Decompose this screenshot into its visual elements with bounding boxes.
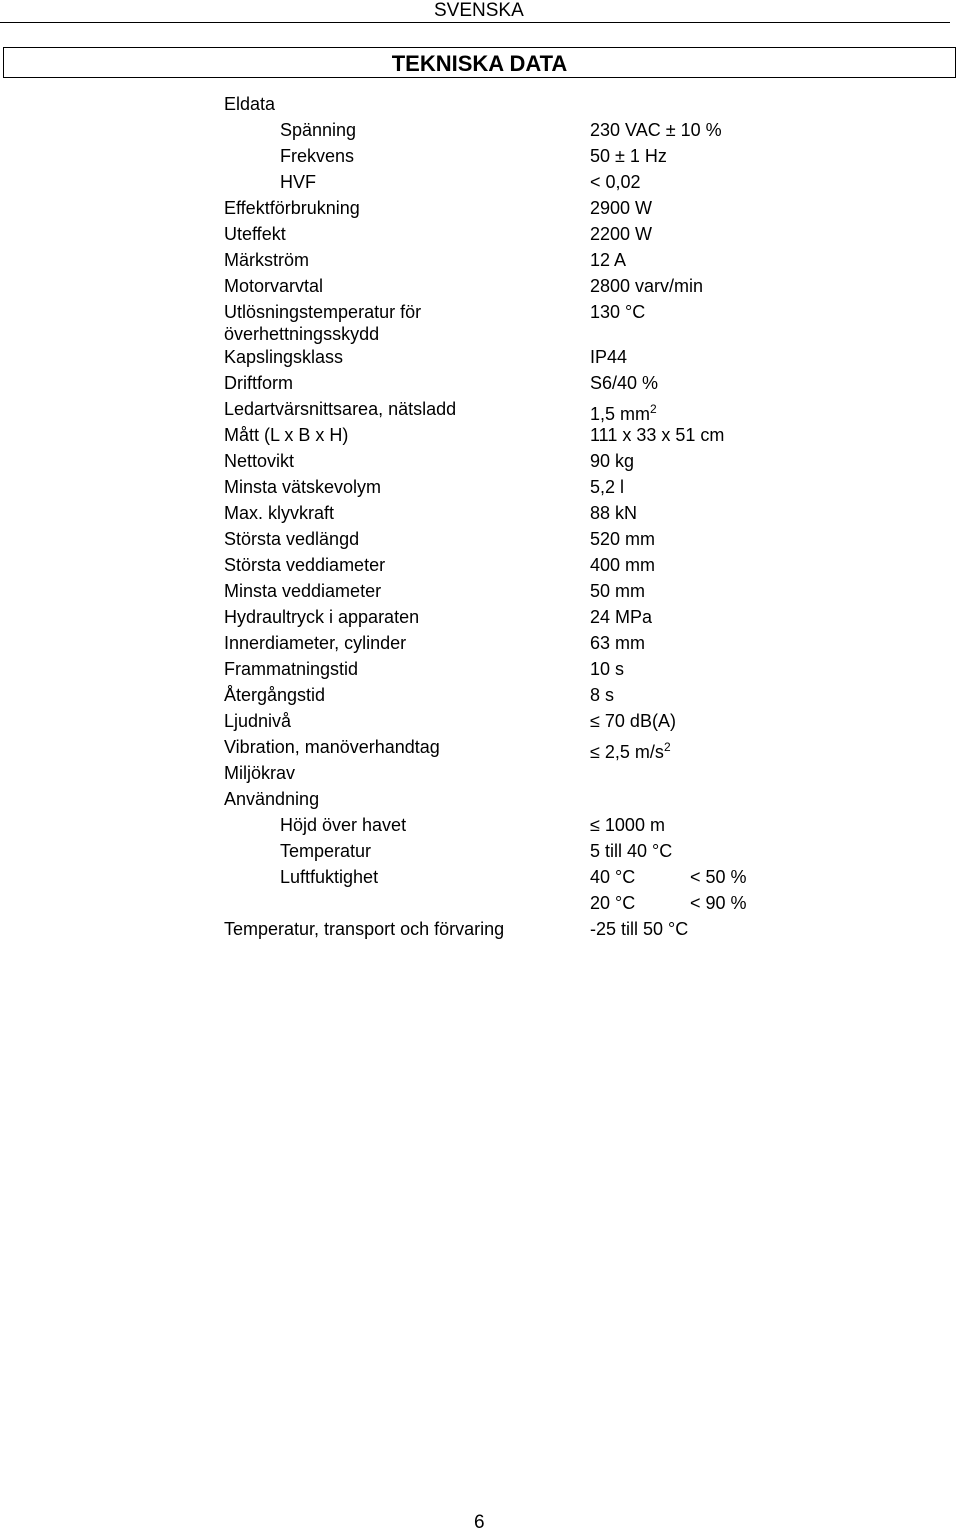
spec-row-luftfuktighet <box>0 867 960 893</box>
spec-label: Utlösningstemperatur för <box>224 302 422 322</box>
spec-row-ledare <box>0 399 960 425</box>
spec-label: Ljudnivå <box>224 711 292 731</box>
spec-label: Minsta vätskevolym <box>224 477 382 497</box>
spec-row-spanning <box>0 120 960 146</box>
spec-value: 88 kN <box>590 503 638 523</box>
spec-label: Frammatningstid <box>224 659 359 679</box>
spec-row-atergangstid <box>0 685 960 711</box>
spec-row-vedlangd <box>0 529 960 555</box>
spec-label-continued: överhettningsskydd <box>224 324 380 344</box>
page-number: 6 <box>474 1512 485 1533</box>
spec-row-ljudniva <box>0 711 960 737</box>
spec-label: Nettovikt <box>224 451 295 471</box>
spec-value: 2900 W <box>590 198 653 218</box>
spec-label: Kapslingsklass <box>224 347 344 367</box>
spec-label: Största vedlängd <box>224 529 360 549</box>
spec-value: 400 mm <box>590 555 656 575</box>
spec-label: Återgångstid <box>224 685 326 705</box>
spec-label: Uteffekt <box>224 224 286 244</box>
spec-value: IP44 <box>590 347 628 367</box>
spec-value: 40 °C <box>590 867 636 887</box>
spec-label: Mått (L x B x H) <box>224 425 349 445</box>
spec-label: Motorvarvtal <box>224 276 324 296</box>
page-title: TEKNISKA DATA <box>391 51 568 76</box>
spec-row-motorvarvtal <box>0 276 960 302</box>
spec-row-storsta-diameter <box>0 555 960 581</box>
spec-value: 63 mm <box>590 633 646 653</box>
spec-row-frekvens <box>0 146 960 172</box>
spec-label: Spänning <box>280 120 357 140</box>
spec-value: 5,2 l <box>590 477 625 497</box>
less-or-equal-icon: ≤ <box>590 711 600 731</box>
spec-label: Temperatur, transport och förvaring <box>224 919 505 939</box>
spec-row-minsta-diameter <box>0 581 960 607</box>
spec-label: Hydraultryck i apparaten <box>224 607 420 627</box>
spec-row-innerdiameter <box>0 633 960 659</box>
spec-value: 130 °C <box>590 302 646 322</box>
superscript: 2 <box>663 740 671 754</box>
spec-value: 10 s <box>590 659 625 679</box>
spec-value: 111 x 33 x 51 cm <box>590 425 725 445</box>
spec-label: Vibration, manöverhandtag <box>224 737 440 757</box>
title-box <box>3 47 956 78</box>
spec-label: Frekvens <box>280 146 355 166</box>
spec-label: Max. klyvkraft <box>224 503 335 523</box>
header-divider <box>0 22 950 23</box>
spec-row-matt <box>0 425 960 451</box>
spec-value: < 0,02 <box>590 172 641 192</box>
spec-row-effektforbrukning <box>0 198 960 224</box>
page-header <box>0 0 960 24</box>
spec-label: Driftform <box>224 373 293 393</box>
spec-value: 1,5 $mm^2$ <box>590 402 657 424</box>
spec-row-vatskevolym <box>0 477 960 503</box>
spec-value: 12 A <box>590 250 627 270</box>
spec-row-klyvkraft <box>0 503 960 529</box>
spec-value: 50 ± 1 Hz <box>590 146 667 166</box>
spec-value-secondary: < 50 % <box>690 867 747 887</box>
less-or-equal-icon: ≤ <box>590 742 600 762</box>
spec-label: HVF <box>280 172 316 192</box>
spec-value: ≤ 2,5 $m/s^2$ <box>590 740 671 762</box>
spec-value: ≤ 1000 m <box>590 815 665 835</box>
spec-label: Märkström <box>224 250 309 270</box>
language-label: SVENSKA <box>434 0 524 21</box>
section-heading: Användning <box>224 789 320 809</box>
spec-row-driftform <box>0 373 960 399</box>
spec-row-luftfuktighet-2 <box>0 893 960 919</box>
spec-row-temperatur <box>0 841 960 867</box>
spec-label: Höjd över havet <box>280 815 407 835</box>
spec-label: Luftfuktighet <box>280 867 379 887</box>
spec-value: 90 kg <box>590 451 635 471</box>
spec-label: Temperatur <box>280 841 372 861</box>
spec-value: 50 mm <box>590 581 646 601</box>
spec-value: S6/40 % <box>590 373 659 393</box>
spec-value-secondary: < 90 % <box>690 893 747 913</box>
spec-value: 8 s <box>590 685 615 705</box>
spec-row-nettovikt <box>0 451 960 477</box>
spec-value: ≤ 70 dB(A) <box>590 711 676 731</box>
spec-value: 520 mm <box>590 529 656 549</box>
section-eldata <box>0 94 960 120</box>
spec-value: 230 VAC ± 10 % <box>590 120 722 140</box>
spec-label: Största veddiameter <box>224 555 386 575</box>
spec-value: 24 MPa <box>590 607 653 627</box>
spec-value: 2800 varv/min <box>590 276 704 296</box>
spec-row-uteffekt <box>0 224 960 250</box>
section-anvandning <box>0 789 960 815</box>
spec-row-hydraultryck <box>0 607 960 633</box>
spec-row-kapsling <box>0 347 960 373</box>
spec-value: 20 °C <box>590 893 636 913</box>
spec-row-transport <box>0 919 960 945</box>
spec-label: Innerdiameter, cylinder <box>224 633 407 653</box>
section-heading: Eldata <box>224 94 276 114</box>
spec-value: 2200 W <box>590 224 653 244</box>
spec-value: 5 till 40 °C <box>590 841 673 861</box>
section-miljokrav <box>0 763 960 789</box>
spec-row-hvf <box>0 172 960 198</box>
spec-row-hojd <box>0 815 960 841</box>
spec-label: Ledartvärsnittsarea, nätsladd <box>224 399 457 419</box>
spec-label: Minsta veddiameter <box>224 581 382 601</box>
spec-row-frammatningstid <box>0 659 960 685</box>
spec-label: Effektförbrukning <box>224 198 360 218</box>
superscript: 2 <box>650 402 657 416</box>
spec-value: -25 till 50 °C <box>590 919 689 939</box>
less-or-equal-icon: ≤ <box>590 815 600 835</box>
spec-row-vibration <box>0 737 960 763</box>
spec-row-markstrom <box>0 250 960 276</box>
section-heading: Miljökrav <box>224 763 296 783</box>
spec-row-utlosning <box>0 302 960 348</box>
